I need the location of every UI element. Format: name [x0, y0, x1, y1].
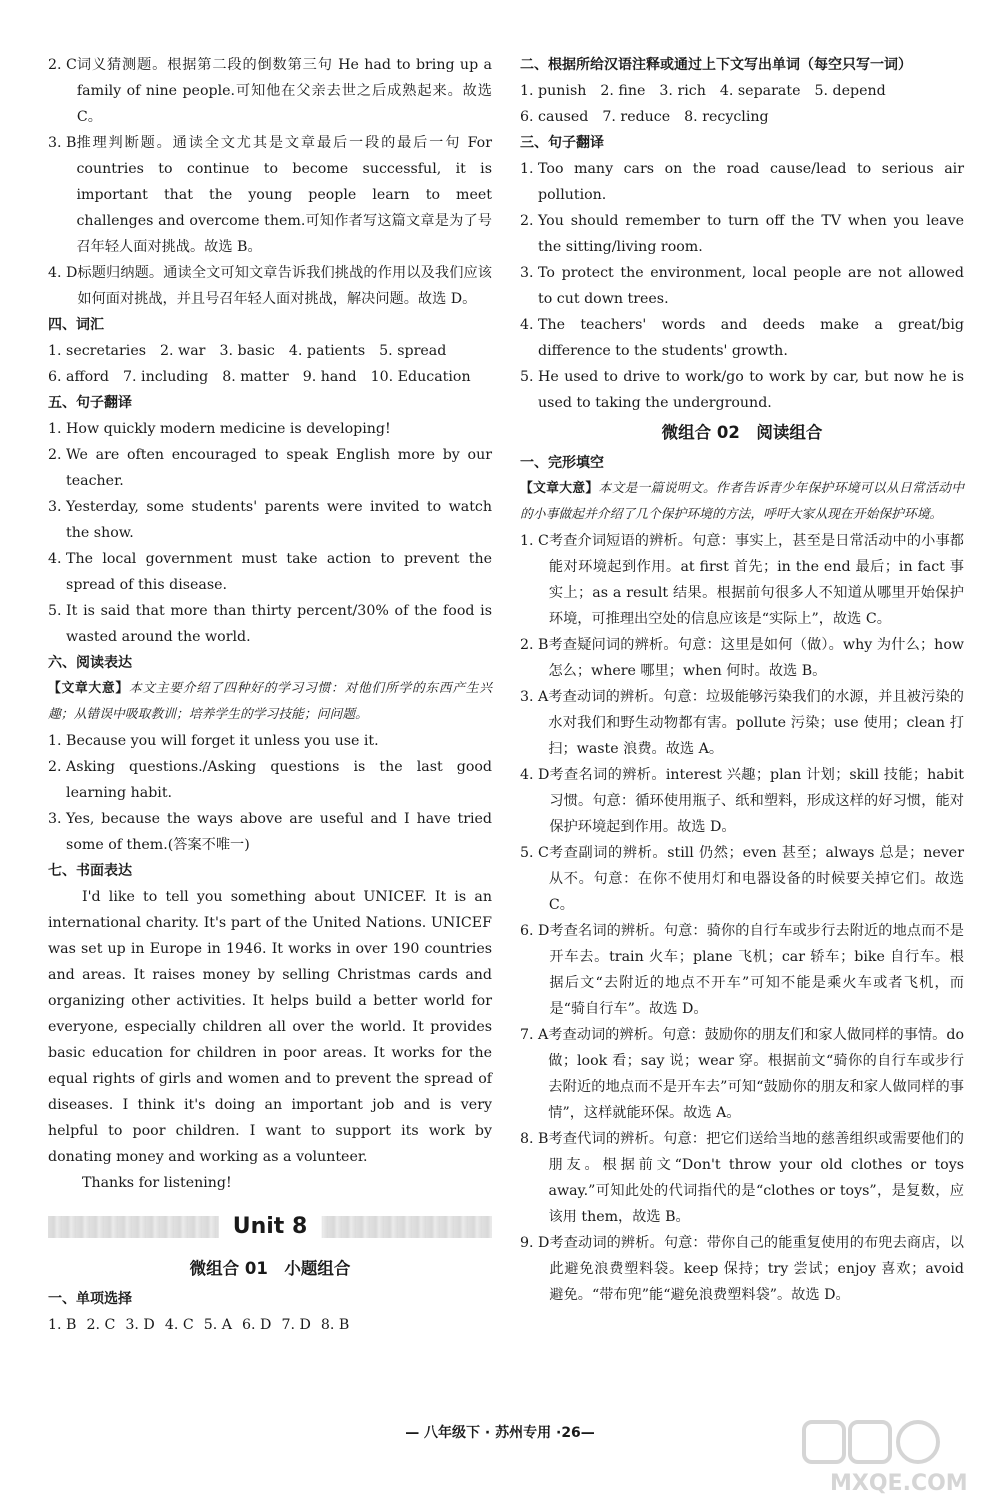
choice-answer: 1. B: [48, 1317, 77, 1333]
answer-number: 2. B: [520, 637, 549, 653]
answer-number: 2.: [48, 447, 67, 463]
answer-item: [48, 130, 492, 260]
answer-word: 5. depend: [814, 83, 886, 99]
answer-item: [520, 840, 964, 918]
answer-row: [48, 364, 492, 390]
watermark-box-1: [804, 1422, 844, 1462]
cloze-title: 一、完形填空: [520, 455, 604, 471]
answer-item: [48, 52, 492, 130]
answer-number: 2. C: [48, 57, 77, 73]
reading-summary: [48, 676, 492, 728]
answer-item: [520, 1022, 964, 1126]
answer-word: 8. matter: [222, 369, 289, 385]
answer-number: 9. D: [520, 1235, 550, 1251]
answer-word: 2. fine: [600, 83, 646, 99]
answer-item: [520, 260, 964, 312]
answer-text: He used to drive to work/go to work by car, but now he is used to taking the underground.: [538, 369, 964, 411]
answer-item: [520, 632, 964, 684]
answer-text: Because you will forget it unless you use it.: [66, 733, 379, 749]
words-answers: [520, 78, 964, 130]
answer-word: 6. caused: [520, 109, 589, 125]
answer-text: 考查动词的辨析。句意：带你自己的能重复使用的布兜去商店，以此避免浪费塑料袋。keep 保持；try 尝试；enjoy 喜欢；avoid 避免。“带布兜”能“避免浪费塑料袋”。故选 D。: [549, 1235, 964, 1303]
answer-item: [48, 806, 492, 858]
answer-item: [520, 364, 964, 416]
answer-number: 3.: [48, 499, 67, 515]
unit-banner: [48, 1204, 492, 1250]
answer-text: To protect the environment, local people are not allowed to cut down trees.: [538, 265, 964, 307]
right-column: [520, 52, 964, 1308]
writing-title: 七、书面表达: [48, 863, 132, 879]
answer-item: [520, 528, 964, 632]
answer-item: [520, 208, 964, 260]
translation-answers: [48, 416, 492, 650]
reading-expression-title: 六、阅读表达: [48, 655, 132, 671]
answer-text: It is said that more than thirty percent/30% of the food is wasted around the world.: [66, 603, 492, 645]
answer-number: 5. C: [520, 845, 549, 861]
vocab-title: 四、词汇: [48, 317, 104, 333]
left-column: [48, 52, 492, 1338]
unit-title: Unit 8: [219, 1210, 322, 1244]
answer-item: [520, 684, 964, 762]
multiple-choice-answers: [48, 1312, 492, 1338]
answer-number: 6. D: [520, 923, 550, 939]
answer-number: 4.: [48, 551, 67, 567]
answer-number: 2.: [48, 759, 67, 775]
answer-item: [520, 156, 964, 208]
translation-title: 五、句子翻译: [48, 395, 132, 411]
cloze-answers: [520, 528, 964, 1308]
choice-answer: 5. A: [203, 1317, 233, 1333]
cloze-summary-label: 【文章大意】: [520, 481, 599, 496]
group02-title: 微组合 02 阅读组合: [661, 423, 823, 442]
answer-text: Yesterday, some students' parents were invited to watch the show.: [66, 499, 492, 541]
watermark-box-2: [850, 1422, 890, 1462]
vocab-answers: [48, 338, 492, 390]
answer-word: 2. war: [160, 343, 206, 359]
answer-text: We are often encouraged to speak English more by our teacher.: [66, 447, 492, 489]
choice-answer: 8. B: [320, 1317, 350, 1333]
choice-answer: 4. C: [164, 1317, 194, 1333]
answer-item: [520, 1230, 964, 1308]
watermark-logo: [800, 1418, 980, 1498]
answer-number: 5.: [48, 603, 67, 619]
answer-number: 2.: [520, 213, 539, 229]
answer-number: 1.: [48, 733, 67, 749]
answer-text: The teachers' words and deeds make a great/big difference to the students' growth.: [538, 317, 964, 359]
essay-closing: Thanks for listening!: [82, 1175, 232, 1191]
choice-answer: 3. D: [125, 1317, 155, 1333]
watermark-text: MXQE.COM: [830, 1471, 968, 1496]
answer-number: 7. A: [520, 1027, 549, 1043]
answer-number: 3.: [48, 811, 67, 827]
answer-word: 7. including: [123, 369, 209, 385]
answer-text: 考查副词的辨析。still 仍然；even 甚至；always 总是；never 从不。句意：在你不使用灯和电器设备的时候要关掉它们。故选 C。: [548, 845, 964, 913]
multiple-choice-title: 一、单项选择: [48, 1291, 132, 1307]
answer-word: 1. secretaries: [48, 343, 147, 359]
answer-number: 4. D: [48, 265, 78, 281]
watermark-circle: [898, 1422, 938, 1462]
answer-text: 考查动词的辨析。句意：垃圾能够污染我们的水源，并且被污染的水对我们和野生动物都有害。pollute 污染；use 使用；clean 打扫；waste 浪费。故选 A。: [548, 689, 964, 757]
answer-row: [520, 78, 964, 104]
answer-text: The local government must take action to prevent the spread of this disease.: [66, 551, 492, 593]
answer-word: 10. Education: [370, 369, 471, 385]
answer-row: [48, 338, 492, 364]
choice-answer: 6. D: [242, 1317, 272, 1333]
answer-number: 4.: [520, 317, 539, 333]
answer-item: [48, 546, 492, 598]
answer-text: Yes, because the ways above are useful and I have tried some of them.(答案不唯一): [66, 811, 492, 853]
answer-word: 7. reduce: [602, 109, 671, 125]
answer-number: 1.: [48, 421, 67, 437]
answer-number: 4. D: [520, 767, 550, 783]
cloze-summary-text: 本文是一篇说明文。作者告诉青少年保护环境可以从日常活动中的小事做起并介绍了几个保护环境的方法，呼吁大家从现在开始保护环境。: [520, 481, 965, 522]
cloze-summary: [520, 476, 964, 528]
words-title: 二、根据所给汉语注释或通过上下文写出单词（每空只写一词）: [520, 57, 912, 73]
answer-item: [48, 598, 492, 650]
answer-word: 4. separate: [719, 83, 801, 99]
translation-answers-2: [520, 156, 964, 416]
answer-number: 3. B: [48, 135, 77, 151]
answer-word: 3. rich: [659, 83, 706, 99]
answer-word: 6. afford: [48, 369, 109, 385]
reading-answers: [48, 52, 492, 312]
choice-answer: 2. C: [86, 1317, 116, 1333]
answer-text: 考查代词的辨析。句意：把它们送给当地的慈善组织或需要他们的朋友。根据前文“Don't throw your old clothes or toys away.”可知此处的代词指代的是“clothes or toys”，是复数，应该用 them，故选 B。: [548, 1131, 964, 1225]
answer-text: How quickly modern medicine is developing!: [66, 421, 391, 437]
answer-item: [48, 754, 492, 806]
answer-number: 3. A: [520, 689, 549, 705]
answer-item: [48, 728, 492, 754]
answer-text: 词义猜测题。根据第二段的倒数第三句 He had to bring up a family of nine people.可知他在父亲去世之后成熟起来。故选 C。: [76, 57, 492, 125]
answer-item: [520, 918, 964, 1022]
choice-answer: 7. D: [281, 1317, 311, 1333]
answer-item: [48, 260, 492, 312]
summary-label: 【文章大意】: [48, 681, 129, 696]
answer-word: 4. patients: [288, 343, 366, 359]
answer-text: Asking questions./Asking questions is the last good learning habit.: [66, 759, 492, 801]
answer-item: [48, 416, 492, 442]
answer-number: 8. B: [520, 1131, 549, 1147]
answer-text: 考查动词的辨析。句意：鼓励你的朋友们和家人做同样的事情。do 做；look 看；say 说；wear 穿。根据前文“骑你的自行车或步行去附近的地点而不是开车去”可知“鼓励你的朋友和家人做同样的事情”，这样就能环保。故选 A。: [548, 1027, 964, 1121]
answer-word: 3. basic: [219, 343, 275, 359]
answer-word: 1. punish: [520, 83, 587, 99]
answer-text: 考查疑问词的辨析。句意：这里是如何（做）。why 为什么；how 怎么；where 哪里；when 何时。故选 B。: [548, 637, 964, 679]
summary-text: 本文主要介绍了四种好的学习习惯：对他们所学的东西产生兴趣；从错误中吸取教训；培养学生的学习技能；问问题。: [48, 681, 493, 722]
answer-item: [48, 494, 492, 546]
answer-item: [520, 762, 964, 840]
answer-text: 推理判断题。通读全文尤其是文章最后一段的最后一句 For countries to continue to become successful, it is important that the young people learn to meet challenges and overcome them.可知作者写这篇文章是为了号召年轻人面对挑战。故选 B。: [76, 135, 492, 255]
answer-item: [520, 312, 964, 364]
answer-item: [520, 1126, 964, 1230]
answer-word: 9. hand: [302, 369, 357, 385]
answer-number: 1. C: [520, 533, 549, 549]
group01-title: 微组合 01 小题组合: [189, 1259, 351, 1278]
answer-word: 5. spread: [379, 343, 447, 359]
answer-item: [48, 442, 492, 494]
answer-text: 考查名词的辨析。句意：骑你的自行车或步行去附近的地点而不是开车去。train 火车；plane 飞机；car 轿车；bike 自行车。根据后文“去附近的地点不开车”可知不能是乘火车或者飞机，而是“骑自行车”。故选 D。: [549, 923, 964, 1017]
answer-number: 5.: [520, 369, 539, 385]
reading-expression-answers: [48, 728, 492, 858]
answer-text: 标题归纳题。通读全文可知文章告诉我们挑战的作用以及我们应该如何面对挑战，并且号召年轻人面对挑战，解决问题。故选 D。: [77, 265, 492, 307]
answer-word: 8. recycling: [684, 109, 769, 125]
answer-text: 考查介词短语的辨析。句意：事实上，甚至是日常活动中的小事都能对环境起到作用。at first 首先；in the end 最后；in fact 事实上；as a result 结果。根据前句很多人不知道从哪里开始保护环境，可推理出空处的信息应该是“实际上”，故选 C。: [548, 533, 964, 627]
answer-row: [520, 104, 964, 130]
answer-text: 考查名词的辨析。interest 兴趣；plan 计划；skill 技能；habit 习惯。句意：循环使用瓶子、纸和塑料，形成这样的好习惯，能对保护环境起到作用。故选 D。: [549, 767, 964, 835]
essay-text: I'd like to tell you something about UNICEF. It is an international charity. It's part of the United Nations. UNICEF was set up in Europe in 1946. It works in over 190 countries and areas. It raises money by selling Christmas cards and organizing other activities. It helps build a better world for everyone, especially children all over the world. It provides basic education for children in poor areas. It works for the equal rights of girls and women and to prevent the spread of diseases. I think it's doing an important job and is very helpful to poor children. I want to support its work by donating money and working as a volunteer.: [48, 889, 492, 1165]
answer-number: 3.: [520, 265, 539, 281]
page-footer: — 八年级下 · 苏州专用 ·26—: [405, 1425, 595, 1441]
answer-number: 1.: [520, 161, 539, 177]
answer-text: You should remember to turn off the TV when you leave the sitting/living room.: [538, 213, 964, 255]
translation-title-2: 三、句子翻译: [520, 135, 604, 151]
answer-text: Too many cars on the road cause/lead to serious air pollution.: [538, 161, 964, 203]
